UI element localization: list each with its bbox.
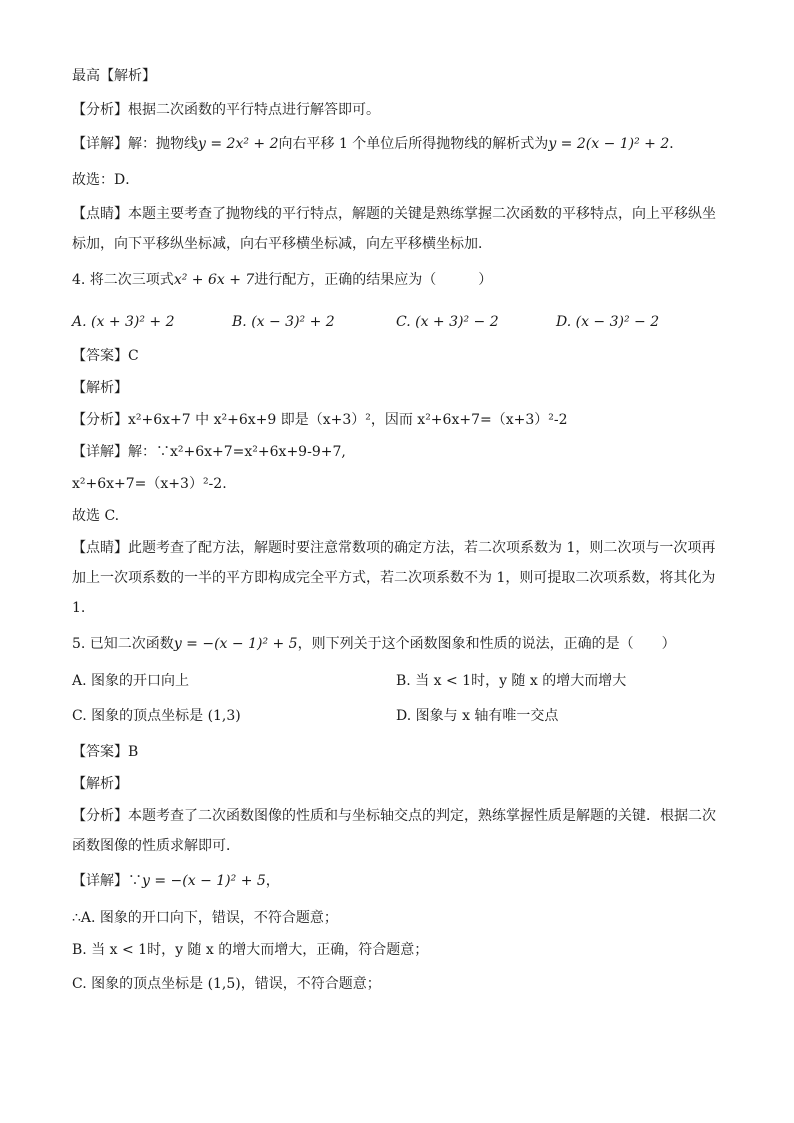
- q5-stem-formula: y = −(x − 1)² + 5: [173, 636, 298, 652]
- q4-choice: 故选 C.: [72, 508, 120, 524]
- q3-detail-prefix: 【详解】解：抛物线: [72, 136, 198, 152]
- q5-jiexi: 【解析】: [72, 776, 128, 792]
- q4-detail-line2: x²+6x+7=（x+3）²-2.: [72, 476, 227, 492]
- q4-analysis: 【分析】x²+6x+7 中 x²+6x+9 即是（x+3）²，因而 x²+6x+7=（x+3）²-2: [72, 412, 568, 428]
- q3-analysis: 【分析】根据二次函数的平行特点进行解答即可。: [72, 102, 380, 118]
- q5-reason-c: C. 图象的顶点坐标是 (1,5)，错误，不符合题意；: [72, 976, 381, 992]
- q5-option-c: C. 图象的顶点坐标是 (1,3): [72, 708, 241, 724]
- q5-stem-prefix: 5. 已知二次函数: [72, 636, 174, 652]
- q4-stem-suffix: 进行配方，正确的结果应为（ ）: [254, 272, 493, 288]
- q5-detail-formula: y = −(x − 1)² + 5: [142, 873, 266, 889]
- q5-stem-suffix: ，则下列关于这个函数图象和性质的说法，正确的是（ ）: [297, 636, 676, 652]
- q5-detail-end: ，: [265, 873, 280, 889]
- q4-option-d: D. (x − 3)² − 2: [556, 314, 660, 330]
- q3-detail-end: ．: [669, 136, 684, 152]
- q5-option-d: D. 图象与 x 轴有唯一交点: [396, 708, 559, 724]
- q5-detail: [72, 871, 734, 891]
- q4-stem: [72, 270, 734, 290]
- q3-comment-line1: 【点睛】本题主要考查了抛物线的平行特点，解题的关键是熟练掌握二次函数的平移特点，向上平移纵坐: [72, 206, 716, 222]
- q4-option-c: C. (x + 3)² − 2: [396, 314, 499, 330]
- q5-analysis-line2: 函数图像的性质求解即可．: [72, 838, 240, 854]
- q4-comment-line1: 【点睛】此题考查了配方法，解题时要注意常数项的确定方法，若二次项系数为 1，则二次项与一次项再: [72, 540, 716, 556]
- q4-stem-prefix: 4. 将二次三项式: [72, 272, 174, 288]
- q3-choice: 故选：D．: [72, 172, 140, 188]
- q4-detail-line1: 【详解】解：∵x²+6x+7=x²+6x+9-9+7,: [72, 444, 346, 460]
- prev-answer-tail: 最高【解析】: [72, 68, 156, 84]
- q4-comment-line3: 1.: [72, 600, 86, 616]
- q4-answer: 【答案】C: [72, 348, 139, 364]
- q5-stem: [72, 634, 734, 654]
- q4-stem-formula: x² + 6x + 7: [173, 272, 255, 288]
- q5-reason-a: ∴A. 图象的开口向下，错误，不符合题意；: [72, 910, 338, 926]
- q4-option-a: A. (x + 3)² + 2: [72, 314, 175, 330]
- q3-formula-shifted: y = 2(x − 1)² + 2: [548, 136, 670, 152]
- q3-formula-original: y = 2x² + 2: [198, 136, 279, 152]
- q5-option-a: A. 图象的开口向上: [72, 673, 190, 689]
- q4-option-b: B. (x − 3)² + 2: [232, 314, 335, 330]
- q3-detail: [72, 134, 734, 154]
- q4-jiexi: 【解析】: [72, 380, 128, 396]
- q5-option-b: B. 当 x < 1时，y 随 x 的增大而增大: [396, 673, 627, 689]
- q5-answer: 【答案】B: [72, 744, 139, 760]
- q5-detail-prefix: 【详解】∵: [72, 873, 142, 889]
- q5-analysis-line1: 【分析】本题考查了二次函数图像的性质和与坐标轴交点的判定，熟练掌握性质是解题的关键．根据二次: [72, 808, 716, 824]
- q3-detail-mid: 向右平移 1 个单位后所得抛物线的解析式为: [278, 136, 549, 152]
- q5-reason-b: B. 当 x < 1时，y 随 x 的增大而增大，正确，符合题意；: [72, 942, 429, 958]
- q3-comment-line2: 标加，向下平移纵坐标减，向右平移横坐标减，向左平移横坐标加．: [72, 236, 492, 252]
- q4-comment-line2: 加上一次项系数的一半的平方即构成完全平方式，若二次项系数不为 1，则可提取二次项系数，将其化为: [72, 570, 716, 586]
